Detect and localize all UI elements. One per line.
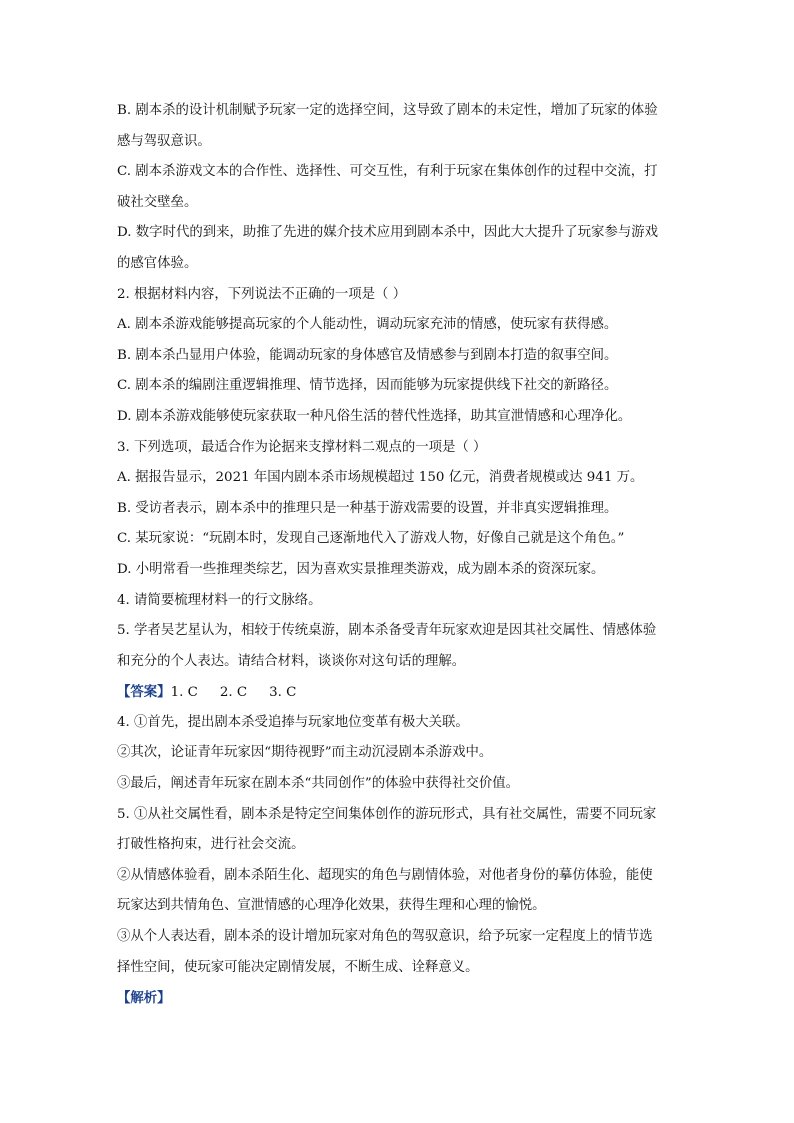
q2-option-d: D. 剧本杀游戏能够使玩家获取一种凡俗生活的替代性选择，助其宣泄情感和心理净化。 xyxy=(117,408,632,424)
answer-5-point-1-line-2: 打破性格拘束，进行社会交流。 xyxy=(117,837,305,853)
q3-option-c: C. 某玩家说：“玩剧本时，发现自己逐渐地代入了游戏人物，好像自己就是这个角色。” xyxy=(117,531,625,547)
q3-option-d: D. 小明常看一些推理类综艺，因为喜欢实景推理类游戏，成为剧本杀的资深玩家。 xyxy=(117,561,605,577)
q2-option-a: A. 剧本杀游戏能够提高玩家的个人能动性，调动玩家充沛的情感，使玩家有获得感。 xyxy=(117,317,618,333)
q2-option-b: B. 剧本杀凸显用户体验，能调动玩家的身体感官及情感参与到剧本打造的叙事空间。 xyxy=(117,347,618,363)
option-b-line-2: 感与驾驭意识。 xyxy=(117,133,211,149)
question-4: 4. 请简要梳理材料一的行文脉络。 xyxy=(117,592,322,608)
question-5-line-1: 5. 学者吴艺星认为，相较于传统桌游，剧本杀备受青年玩家欢迎是因其社交属性、情感体验 xyxy=(117,623,657,639)
option-c-line-1: C. 剧本杀游戏文本的合作性、选择性、可交互性，有利于玩家在集体创作的过程中交流，打 xyxy=(117,164,658,180)
answer-4-point-3: ③最后，阐述青年玩家在剧本杀“共同创作”的体验中获得社交价值。 xyxy=(117,776,520,792)
answer-line xyxy=(117,677,679,708)
option-c-line-2: 破社交壁垒。 xyxy=(117,194,198,210)
answer-label: 【答案】 xyxy=(117,684,171,701)
answer-4-point-1: 4. ①首先，提出剧本杀受追捧与玩家地位变革有极大关联。 xyxy=(117,714,469,730)
answer-4-point-2: ②其次，论证青年玩家因“期待视野”而主动沉浸剧本杀游戏中。 xyxy=(117,745,493,761)
q2-option-c: C. 剧本杀的编剧注重逻辑推理、情节选择，因而能够为玩家提供线下社交的新路径。 xyxy=(117,378,618,394)
question-5-line-2: 和充分的个人表达。请结合材料，谈谈你对这句话的理解。 xyxy=(117,653,466,669)
question-3: 3. 下列选项，最适合作为论据来支撑材料二观点的一项是（ ） xyxy=(117,439,487,455)
answer-5-point-2-line-2: 玩家达到共情角色、宣泄情感的心理净化效果，获得生理和心理的愉悦。 xyxy=(117,898,546,914)
analysis-label: 【解析】 xyxy=(117,990,171,1007)
option-b-line-1: B. 剧本杀的设计机制赋予玩家一定的选择空间，这导致了剧本的未定性，增加了玩家的体验 xyxy=(117,103,658,118)
q3-option-a: A. 据报告显示，2021 年国内剧本杀市场规模超过 150 亿元，消费者规模或达 941 万。 xyxy=(117,470,644,486)
answer-1: 1. C xyxy=(170,685,198,701)
answer-5-point-3-line-2: 择性空间，使玩家可能决定剧情发展，不断生成、诠释意义。 xyxy=(117,959,479,975)
document-page xyxy=(117,96,679,1014)
answer-3: 3. C xyxy=(269,685,297,701)
question-2: 2. 根据材料内容，下列说法不正确的一项是（ ） xyxy=(117,286,407,302)
analysis-line xyxy=(117,983,679,1014)
answer-5-point-3-line-1: ③从个人表达看，剧本杀的设计增加玩家对角色的驾驭意识，给予玩家一定程度上的情节选 xyxy=(117,929,653,945)
answer-5-point-1-line-1: 5. ①从社交属性看，剧本杀是特定空间集体创作的游玩形式，具有社交属性，需要不同玩家 xyxy=(117,806,657,822)
q3-option-b: B. 受访者表示，剧本杀中的推理只是一种基于游戏需要的设置，并非真实逻辑推理。 xyxy=(117,500,618,516)
answer-5-point-2-line-1: ②从情感体验看，剧本杀陌生化、超现实的角色与剧情体验，对他者身份的摹仿体验，能使 xyxy=(117,867,653,883)
option-d-line-2: 的感官体验。 xyxy=(117,255,198,271)
option-d-line-1: D. 数字时代的到来，助推了先进的媒介技术应用到剧本杀中，因此大大提升了玩家参与游戏 xyxy=(117,225,659,241)
answer-2: 2. C xyxy=(219,685,248,701)
